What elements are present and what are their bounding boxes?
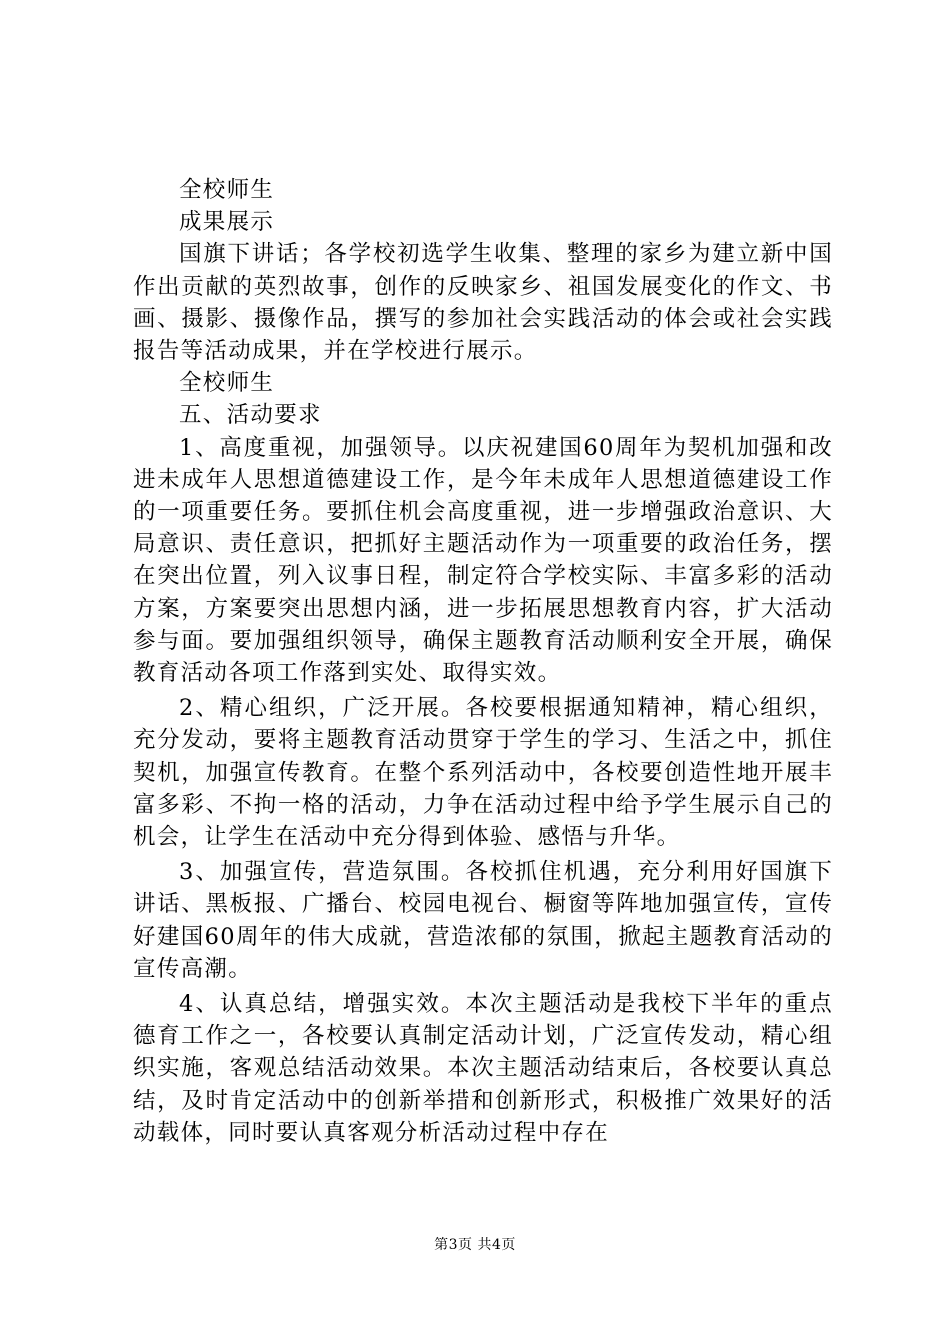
paragraph-requirement-2: 2、精心组织，广泛开展。各校要根据通知精神，精心组织，充分发动，要将主题教育活动贯穿于学生的学习、生活之中，抓住契机，加强宣传教育。在整个系列活动中，各校要创造性地开展丰富多彩、不拘一格的活动，力争在活动过程中给予学生展示自己的机会，让学生在活动中充分得到体验、感悟与升华。: [133, 695, 833, 851]
section-heading-requirements: 五、活动要求: [179, 402, 322, 429]
paragraph-results-heading: 成果展示: [179, 209, 275, 236]
page-number-footer: 第3页 共4页: [434, 1237, 516, 1253]
paragraph-participants-1: 全校师生: [179, 177, 275, 203]
paragraph-requirement-3: 3、加强宣传，营造氛围。各校抓住机遇，充分利用好国旗下讲话、黑板报、广播台、校园电视台、橱窗等阵地加强宣传，宣传好建国60周年的伟大成就，营造浓郁的氛围，掀起主题教育活动的宣传高潮。: [133, 859, 833, 982]
document-body: [133, 174, 833, 1149]
paragraph-participants-2: 全校师生: [179, 370, 275, 397]
paragraph-results-body: 国旗下讲话；各学校初选学生收集、整理的家乡为建立新中国作出贡献的英烈故事，创作的反映家乡、祖国发展变化的作文、书画、摄影、摄像作品，撰写的参加社会实践活动的体会或社会实践报告等活动成果，并在学校进行展示。: [133, 241, 833, 365]
paragraph-requirement-4: 4、认真总结，增强实效。本次主题活动是我校下半年的重点德育工作之一，各校要认真制定活动计划，广泛宣传发动，精心组织实施，客观总结活动效果。本次主题活动结束后，各校要认真总结，及时肯定活动中的创新举措和创新形式，积极推广效果好的活动载体，同时要认真客观分析活动过程中存在: [133, 991, 833, 1146]
paragraph-requirement-1: 1、高度重视，加强领导。以庆祝建国60周年为契机加强和改进未成年人思想道德建设工作，是今年未成年人思想道德建设工作的一项重要任务。要抓住机会高度重视，进一步增强政治意识、大局意识、责任意识，把抓好主题活动作为一项重要的政治任务，摆在突出位置，列入议事日程，制定符合学校实际、丰富多彩的活动方案，方案要突出思想内涵，进一步拓展思想教育内容，扩大活动参与面。要加强组织领导，确保主题教育活动顺利安全开展，确保教育活动各项工作落到实处、取得实效。: [133, 434, 833, 687]
